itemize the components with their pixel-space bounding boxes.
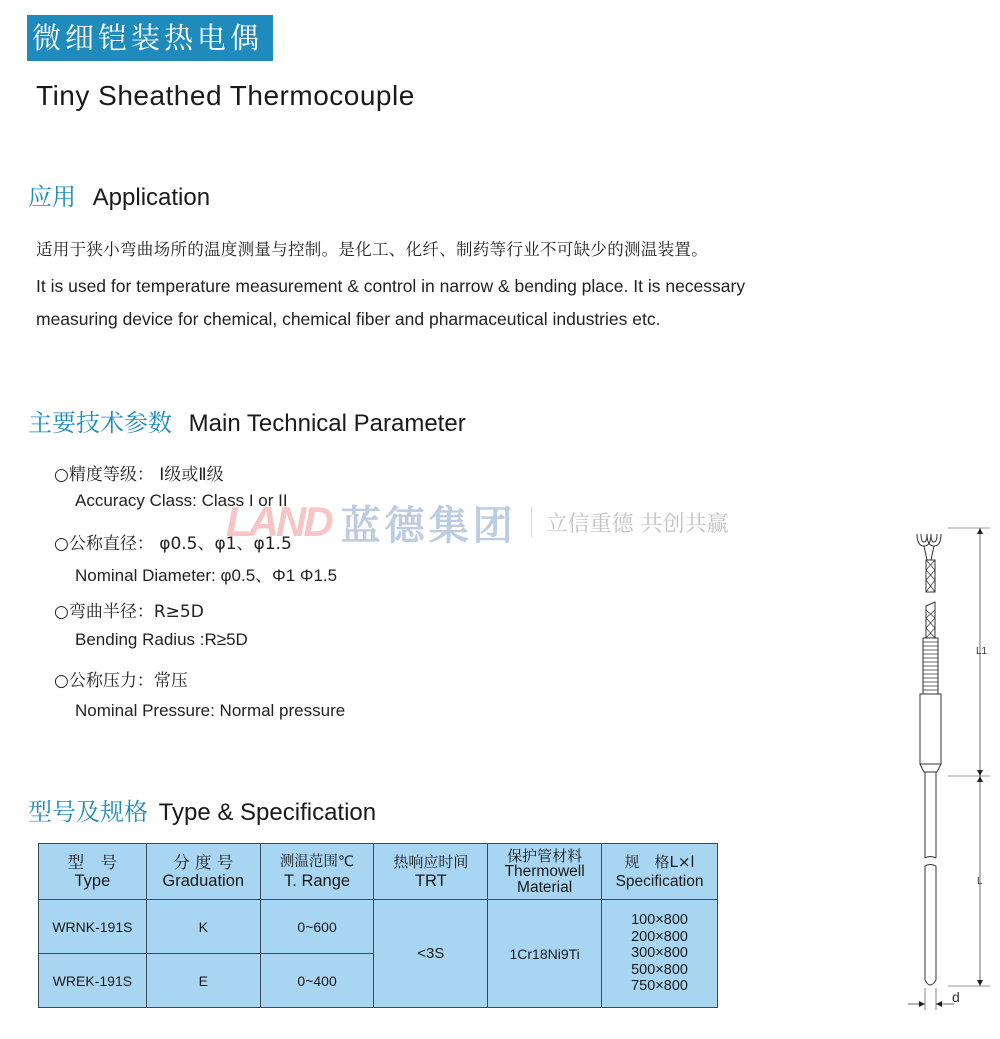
col-header-range <box>260 844 374 900</box>
application-text-en-2: measuring device for chemical, chemical fiber and pharmaceutical industries etc. <box>36 309 661 329</box>
col-header-cn: 保护管材料 <box>507 846 583 865</box>
col-header-en: Thermowell Material <box>504 862 585 896</box>
application-heading-en: Application <box>92 184 211 211</box>
col-header-en: T. Range <box>284 871 351 890</box>
col-header-type <box>39 844 147 900</box>
cell-range: 0~600 <box>260 900 374 954</box>
spec-heading-cn: 型号及规格 <box>28 798 148 826</box>
parameters-heading-en: Main Technical Parameter <box>188 410 466 437</box>
cell-sizes <box>602 900 718 1008</box>
watermark-logo: LAND <box>226 498 331 545</box>
spec-table <box>38 843 718 1008</box>
param-diameter-en: Nominal Diameter: φ0.5、Φ1 Φ1.5 <box>75 566 338 585</box>
col-header-cn: 规 格L×l <box>624 852 695 871</box>
cell-range: 0~400 <box>260 954 374 1008</box>
title-en: Tiny Sheathed Thermocouple <box>36 80 415 111</box>
size-item: 500×800 <box>631 961 688 978</box>
param-pressure-en: Nominal Pressure: Normal pressure <box>75 701 346 720</box>
label-l: L <box>977 876 983 887</box>
cell-type: WRNK-191S <box>39 900 147 954</box>
col-header-cn: 型 号 <box>67 852 118 872</box>
watermark <box>226 498 729 549</box>
table-row <box>39 900 718 954</box>
size-item: 200×800 <box>631 928 688 945</box>
col-header-trt <box>374 844 488 900</box>
col-header-spec <box>602 844 718 900</box>
param-accuracy-cn: ○精度等级： Ⅰ级或Ⅱ级 <box>54 465 224 485</box>
param-accuracy-en: Accuracy Class: Class I or II <box>75 491 288 510</box>
col-header-cn: 分 度 号 <box>173 852 234 872</box>
size-item: 300×800 <box>631 945 688 962</box>
application-heading-cn: 应用 <box>28 183 76 211</box>
col-header-en: Specification <box>615 872 704 890</box>
cell-graduation: E <box>146 954 260 1008</box>
col-header-en: Type <box>74 871 111 890</box>
application-text-cn: 适用于狭小弯曲场所的温度测量与控制。是化工、化纤、制药等行业不可缺少的测温装置。 <box>36 240 708 259</box>
watermark-slogan: 立信重德 共创共赢 <box>545 511 729 537</box>
cell-graduation: K <box>146 900 260 954</box>
size-item: 100×800 <box>631 912 688 929</box>
watermark-divider <box>531 507 532 537</box>
col-header-cn: 热响应时间 <box>393 852 469 871</box>
size-item: 750×800 <box>631 978 688 995</box>
col-header-en: TRT <box>414 871 447 890</box>
param-pressure-cn: ○公称压力：常压 <box>54 671 188 691</box>
col-header-graduation <box>146 844 260 900</box>
param-bending-en: Bending Radius :R≥5D <box>75 630 248 649</box>
col-header-material <box>488 844 602 900</box>
application-heading <box>28 177 210 212</box>
spec-heading-en: Type & Specification <box>158 799 377 826</box>
param-diameter-cn: ○公称直径： φ0.5、φ1、φ1.5 <box>54 534 292 554</box>
title-banner-cn: 微细铠装热电偶 <box>27 15 273 61</box>
thermocouple-diagram <box>900 520 1000 1020</box>
label-d: d <box>952 989 960 1005</box>
application-text-en-1: It is used for temperature measurement & control in narrow & bending place. It is necessary <box>36 276 746 296</box>
spec-heading <box>28 792 376 827</box>
parameters-heading-cn: 主要技术参数 <box>28 409 172 437</box>
label-l1: L1 <box>976 646 988 657</box>
parameters-heading <box>28 403 466 438</box>
param-bending-cn: ○弯曲半径：R≥5D <box>54 602 204 622</box>
cell-trt: <3S <box>374 900 488 1008</box>
cell-material: 1Cr18Ni9Ti <box>488 900 602 1008</box>
watermark-company-name: 蓝德集团 <box>340 502 517 549</box>
col-header-en: Graduation <box>162 871 245 890</box>
cell-type: WREK-191S <box>39 954 147 1008</box>
table-header-row <box>39 844 718 900</box>
col-header-cn: 测温范围℃ <box>279 853 355 870</box>
